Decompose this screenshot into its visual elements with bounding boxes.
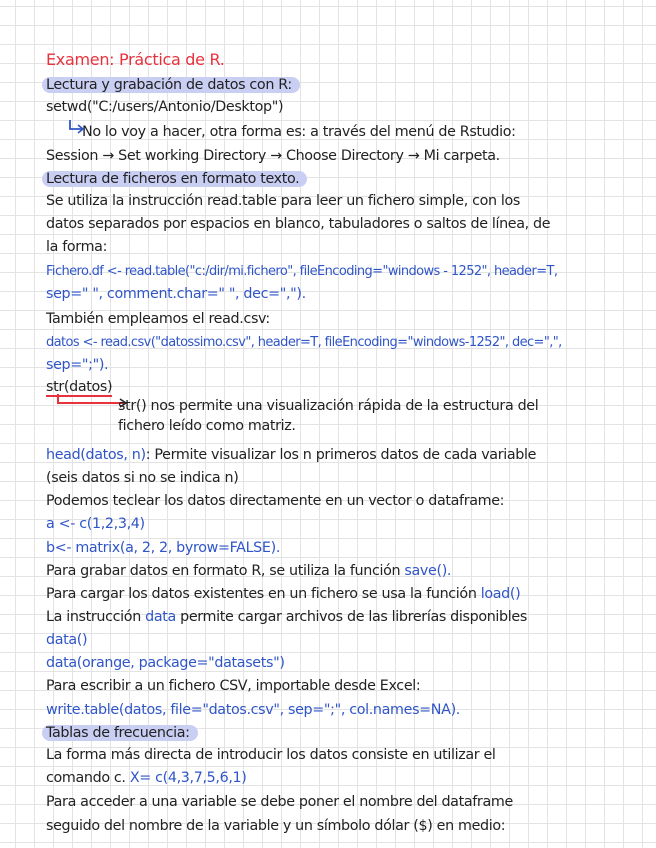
forma-line-1: La forma más directa de introducir los datos consiste en utilizar el <box>46 747 496 763</box>
fichero-df-line-2: sep=" ", comment.char=" ", dec=","). <box>46 286 306 302</box>
data-code: data <box>145 609 176 625</box>
str-note-line-2: fichero leído como matriz. <box>118 418 296 434</box>
no-lo-voy-line <box>82 123 516 142</box>
heading-text: Tablas de frecuencia: <box>42 725 198 741</box>
datos-csv-line-2: sep=";"). <box>46 357 109 373</box>
load-code: load() <box>480 586 521 602</box>
x-vector-code: X= c(4,3,7,5,6,1) <box>129 770 247 786</box>
cargar-text: Para cargar los datos existentes en un fichero se usa la función <box>46 586 481 602</box>
head-code: head(datos, n) <box>46 447 146 463</box>
forma-text: comando c. <box>46 770 130 786</box>
podemos-line: Podemos teclear los datos directamente en un vector o dataframe: <box>46 493 505 509</box>
instruccion-data-line <box>46 608 527 627</box>
forma-line-2 <box>46 769 247 788</box>
head-line-2: (seis datos si no se indica n) <box>46 470 239 486</box>
return-arrow-icon <box>68 120 86 134</box>
a-vector-line: a <- c(1,2,3,4) <box>46 516 145 532</box>
heading-text: Lectura y grabación de datos con R: <box>42 77 300 93</box>
se-utiliza-line-2: datos separados por espacios en blanco, tabuladores o saltos de línea, de <box>46 216 551 232</box>
setwd-line: setwd("C:/users/Antonio/Desktop") <box>46 99 284 115</box>
str-datos-text: str(datos) <box>46 379 113 395</box>
fichero-df-line-1: Fichero.df <- read.table("c:/dir/mi.fichero", fileEncoding="windows - 1252", header=T, <box>46 264 558 279</box>
se-utiliza-line-3: la forma: <box>46 239 108 255</box>
acceder-line-1: Para acceder a una variable se debe poner el nombre del dataframe <box>46 794 513 810</box>
se-utiliza-line-1: Se utiliza la instrucción read.table para leer un fichero simple, con los <box>46 193 521 209</box>
heading-text: Lectura de ficheros en formato texto. <box>42 171 307 187</box>
write-table-line: write.table(datos, file="datos.csv", sep=";", col.names=NA). <box>46 702 461 718</box>
heading-lectura-ficheros <box>46 170 307 189</box>
red-arrow-icon <box>48 394 128 408</box>
head-line-1 <box>46 446 536 465</box>
heading-lectura-grabacion <box>46 76 300 95</box>
data-empty-line: data() <box>46 632 88 648</box>
b-matrix-line: b<- matrix(a, 2, 2, byrow=FALSE). <box>46 540 281 556</box>
acceder-line-2: seguido del nombre de la variable y un símbolo dólar ($) en medio: <box>46 818 506 834</box>
instr-text-2: permite cargar archivos de las librerías disponibles <box>175 609 527 625</box>
escribir-line: Para escribir a un fichero CSV, importable desde Excel: <box>46 678 421 694</box>
cargar-line <box>46 585 520 604</box>
str-note-line-1: str() nos permite una visualización rápida de la estructura del <box>118 398 539 414</box>
grabar-line <box>46 562 451 581</box>
tambien-line: También empleamos el read.csv: <box>46 311 270 327</box>
session-line: Session → Set working Directory → Choose Directory → Mi carpeta. <box>46 148 500 164</box>
no-lo-voy-text: No lo voy a hacer, otra forma es: a través del menú de Rstudio: <box>82 124 516 140</box>
heading-tablas <box>46 724 198 743</box>
head-desc: : Permite visualizar los n primeros datos de cada variable <box>145 447 537 463</box>
page-title: Examen: Práctica de R. <box>46 50 225 69</box>
data-orange-line: data(orange, package="datasets") <box>46 655 285 671</box>
instr-text-1: La instrucción <box>46 609 146 625</box>
grabar-text: Para grabar datos en formato R, se utiliza la función <box>46 563 405 579</box>
datos-csv-line-1: datos <- read.csv("datossimo.csv", header=T, fileEncoding="windows-1252", dec=",", <box>46 335 562 350</box>
save-code: save(). <box>404 563 452 579</box>
